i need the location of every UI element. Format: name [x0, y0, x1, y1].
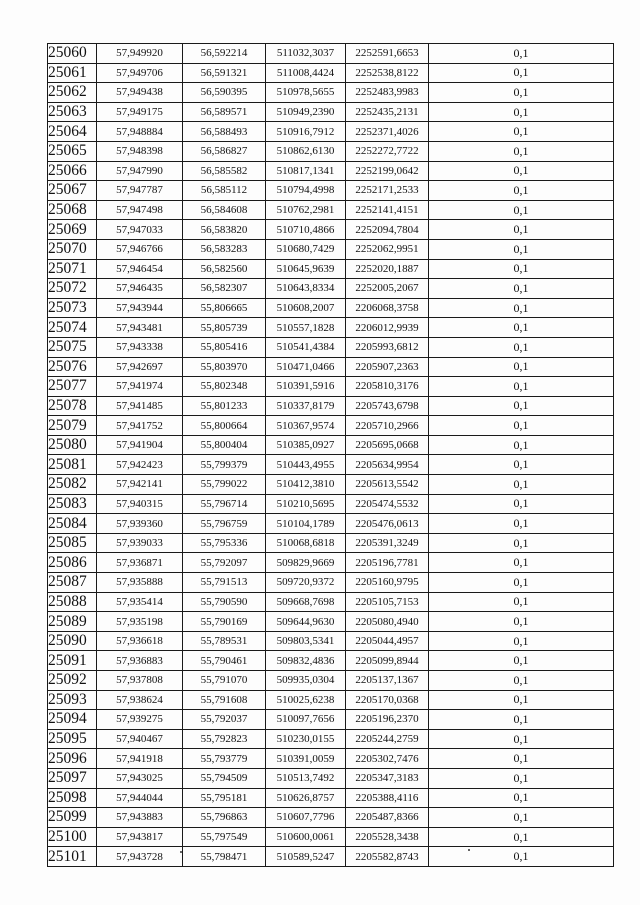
point-number-cell: 25069	[48, 220, 97, 240]
accuracy-cell: 0,1	[429, 161, 614, 181]
table-row	[48, 435, 614, 455]
point-number-cell: 25096	[48, 749, 97, 769]
y-coordinate-cell: 2205907,2363	[346, 357, 429, 377]
latitude-cell: 57,941485	[97, 396, 183, 416]
longitude-cell: 56,583820	[183, 220, 266, 240]
point-number-cell: 25089	[48, 612, 97, 632]
accuracy-cell: 0,1	[429, 141, 614, 161]
point-number-cell: 25093	[48, 690, 97, 710]
table-row	[48, 749, 614, 769]
table-row	[48, 573, 614, 593]
latitude-cell: 57,949920	[97, 44, 183, 64]
latitude-cell: 57,943944	[97, 298, 183, 318]
accuracy-cell: 0,1	[429, 377, 614, 397]
x-coordinate-cell: 510391,5916	[266, 377, 346, 397]
table-row	[48, 827, 614, 847]
y-coordinate-cell: 2205196,7781	[346, 553, 429, 573]
x-coordinate-cell: 510367,9574	[266, 416, 346, 436]
latitude-cell: 57,949175	[97, 102, 183, 122]
accuracy-cell: 0,1	[429, 83, 614, 103]
accuracy-cell: 0,1	[429, 357, 614, 377]
point-number-cell: 25074	[48, 318, 97, 338]
point-number-cell: 25097	[48, 768, 97, 788]
x-coordinate-cell: 509803,5341	[266, 631, 346, 651]
longitude-cell: 55,794509	[183, 768, 266, 788]
longitude-cell: 55,802348	[183, 377, 266, 397]
x-coordinate-cell: 510762,2981	[266, 200, 346, 220]
y-coordinate-cell: 2252483,9983	[346, 83, 429, 103]
x-coordinate-cell: 510557,1828	[266, 318, 346, 338]
table-row	[48, 161, 614, 181]
table-row	[48, 259, 614, 279]
point-number-cell: 25060	[48, 44, 97, 64]
y-coordinate-cell: 2205695,0668	[346, 435, 429, 455]
longitude-cell: 56,585112	[183, 181, 266, 201]
y-coordinate-cell: 2205476,0613	[346, 514, 429, 534]
longitude-cell: 55,793779	[183, 749, 266, 769]
accuracy-cell: 0,1	[429, 455, 614, 475]
longitude-cell: 55,791608	[183, 690, 266, 710]
x-coordinate-cell: 510391,0059	[266, 749, 346, 769]
table-row	[48, 631, 614, 651]
point-number-cell: 25073	[48, 298, 97, 318]
latitude-cell: 57,936618	[97, 631, 183, 651]
x-coordinate-cell: 510412,3810	[266, 475, 346, 495]
accuracy-cell: 0,1	[429, 494, 614, 514]
accuracy-cell: 0,1	[429, 318, 614, 338]
x-coordinate-cell: 510471,0466	[266, 357, 346, 377]
latitude-cell: 57,949706	[97, 63, 183, 83]
x-coordinate-cell: 510794,4998	[266, 181, 346, 201]
table-row	[48, 122, 614, 142]
point-number-cell: 25087	[48, 573, 97, 593]
x-coordinate-cell: 510230,0155	[266, 729, 346, 749]
point-number-cell: 25072	[48, 279, 97, 299]
x-coordinate-cell: 510645,9639	[266, 259, 346, 279]
accuracy-cell: 0,1	[429, 533, 614, 553]
table-row	[48, 671, 614, 691]
latitude-cell: 57,947033	[97, 220, 183, 240]
y-coordinate-cell: 2205474,5532	[346, 494, 429, 514]
table-row	[48, 690, 614, 710]
longitude-cell: 55,795181	[183, 788, 266, 808]
y-coordinate-cell: 2206068,3758	[346, 298, 429, 318]
longitude-cell: 55,805416	[183, 337, 266, 357]
table-row	[48, 102, 614, 122]
longitude-cell: 56,582307	[183, 279, 266, 299]
y-coordinate-cell: 2205582,8743	[346, 847, 429, 867]
table-row	[48, 592, 614, 612]
accuracy-cell: 0,1	[429, 612, 614, 632]
latitude-cell: 57,947990	[97, 161, 183, 181]
table-row	[48, 44, 614, 64]
table-row	[48, 533, 614, 553]
x-coordinate-cell: 510600,0061	[266, 827, 346, 847]
point-number-cell: 25063	[48, 102, 97, 122]
point-number-cell: 25080	[48, 435, 97, 455]
point-number-cell: 25088	[48, 592, 97, 612]
latitude-cell: 57,940315	[97, 494, 183, 514]
accuracy-cell: 0,1	[429, 847, 614, 867]
longitude-cell: 56,586827	[183, 141, 266, 161]
point-number-cell: 25101	[48, 847, 97, 867]
y-coordinate-cell: 2205105,7153	[346, 592, 429, 612]
latitude-cell: 57,942423	[97, 455, 183, 475]
table-row	[48, 318, 614, 338]
x-coordinate-cell: 510608,2007	[266, 298, 346, 318]
y-coordinate-cell: 2205244,2759	[346, 729, 429, 749]
coordinates-table	[47, 43, 614, 867]
accuracy-cell: 0,1	[429, 102, 614, 122]
table-row	[48, 416, 614, 436]
y-coordinate-cell: 2205347,3183	[346, 768, 429, 788]
point-number-cell: 25095	[48, 729, 97, 749]
latitude-cell: 57,943728	[97, 847, 183, 867]
table-row	[48, 200, 614, 220]
x-coordinate-cell: 510104,1789	[266, 514, 346, 534]
point-number-cell: 25067	[48, 181, 97, 201]
longitude-cell: 56,583283	[183, 239, 266, 259]
point-number-cell: 25100	[48, 827, 97, 847]
accuracy-cell: 0,1	[429, 63, 614, 83]
accuracy-cell: 0,1	[429, 435, 614, 455]
point-number-cell: 25068	[48, 200, 97, 220]
x-coordinate-cell: 510607,7796	[266, 808, 346, 828]
y-coordinate-cell: 2205391,3249	[346, 533, 429, 553]
latitude-cell: 57,948884	[97, 122, 183, 142]
longitude-cell: 55,790461	[183, 651, 266, 671]
y-coordinate-cell: 2252435,2131	[346, 102, 429, 122]
longitude-cell: 55,792823	[183, 729, 266, 749]
point-number-cell: 25077	[48, 377, 97, 397]
x-coordinate-cell: 510541,4384	[266, 337, 346, 357]
y-coordinate-cell: 2205487,8366	[346, 808, 429, 828]
longitude-cell: 56,582560	[183, 259, 266, 279]
point-number-cell: 25094	[48, 710, 97, 730]
y-coordinate-cell: 2252371,4026	[346, 122, 429, 142]
x-coordinate-cell: 509935,0304	[266, 671, 346, 691]
latitude-cell: 57,948398	[97, 141, 183, 161]
x-coordinate-cell: 510680,7429	[266, 239, 346, 259]
accuracy-cell: 0,1	[429, 553, 614, 573]
y-coordinate-cell: 2252538,8122	[346, 63, 429, 83]
latitude-cell: 57,935198	[97, 612, 183, 632]
accuracy-cell: 0,1	[429, 768, 614, 788]
longitude-cell: 55,800404	[183, 435, 266, 455]
longitude-cell: 56,591321	[183, 63, 266, 83]
longitude-cell: 55,797549	[183, 827, 266, 847]
accuracy-cell: 0,1	[429, 416, 614, 436]
table-row	[48, 729, 614, 749]
x-coordinate-cell: 511032,3037	[266, 44, 346, 64]
accuracy-cell: 0,1	[429, 710, 614, 730]
x-coordinate-cell: 510817,1341	[266, 161, 346, 181]
accuracy-cell: 0,1	[429, 749, 614, 769]
point-number-cell: 25062	[48, 83, 97, 103]
latitude-cell: 57,937808	[97, 671, 183, 691]
latitude-cell: 57,947787	[97, 181, 183, 201]
table-row	[48, 494, 614, 514]
accuracy-cell: 0,1	[429, 729, 614, 749]
x-coordinate-cell: 510068,6818	[266, 533, 346, 553]
longitude-cell: 55,796863	[183, 808, 266, 828]
accuracy-cell: 0,1	[429, 122, 614, 142]
y-coordinate-cell: 2205099,8944	[346, 651, 429, 671]
y-coordinate-cell: 2205170,0368	[346, 690, 429, 710]
y-coordinate-cell: 2205080,4940	[346, 612, 429, 632]
longitude-cell: 55,791513	[183, 573, 266, 593]
longitude-cell: 55,801233	[183, 396, 266, 416]
x-coordinate-cell: 511008,4424	[266, 63, 346, 83]
latitude-cell: 57,941918	[97, 749, 183, 769]
point-number-cell: 25071	[48, 259, 97, 279]
longitude-cell: 55,805739	[183, 318, 266, 338]
table-row	[48, 63, 614, 83]
latitude-cell: 57,935414	[97, 592, 183, 612]
scan-speck	[180, 851, 182, 853]
longitude-cell: 55,791070	[183, 671, 266, 691]
latitude-cell: 57,943883	[97, 808, 183, 828]
table-row	[48, 788, 614, 808]
longitude-cell: 55,795336	[183, 533, 266, 553]
accuracy-cell: 0,1	[429, 181, 614, 201]
longitude-cell: 55,800664	[183, 416, 266, 436]
latitude-cell: 57,939275	[97, 710, 183, 730]
latitude-cell: 57,935888	[97, 573, 183, 593]
latitude-cell: 57,936883	[97, 651, 183, 671]
accuracy-cell: 0,1	[429, 298, 614, 318]
latitude-cell: 57,939360	[97, 514, 183, 534]
x-coordinate-cell: 509832,4836	[266, 651, 346, 671]
longitude-cell: 55,796759	[183, 514, 266, 534]
y-coordinate-cell: 2205388,4116	[346, 788, 429, 808]
latitude-cell: 57,941904	[97, 435, 183, 455]
accuracy-cell: 0,1	[429, 200, 614, 220]
point-number-cell: 25064	[48, 122, 97, 142]
point-number-cell: 25061	[48, 63, 97, 83]
y-coordinate-cell: 2252272,7722	[346, 141, 429, 161]
table-row	[48, 337, 614, 357]
longitude-cell: 56,585582	[183, 161, 266, 181]
accuracy-cell: 0,1	[429, 788, 614, 808]
point-number-cell: 25092	[48, 671, 97, 691]
latitude-cell: 57,943025	[97, 768, 183, 788]
table-row	[48, 612, 614, 632]
point-number-cell: 25079	[48, 416, 97, 436]
y-coordinate-cell: 2205137,1367	[346, 671, 429, 691]
table-row	[48, 553, 614, 573]
accuracy-cell: 0,1	[429, 514, 614, 534]
x-coordinate-cell: 510443,4955	[266, 455, 346, 475]
table-row	[48, 377, 614, 397]
accuracy-cell: 0,1	[429, 279, 614, 299]
point-number-cell: 25086	[48, 553, 97, 573]
accuracy-cell: 0,1	[429, 808, 614, 828]
x-coordinate-cell: 510916,7912	[266, 122, 346, 142]
point-number-cell: 25081	[48, 455, 97, 475]
point-number-cell: 25075	[48, 337, 97, 357]
point-number-cell: 25091	[48, 651, 97, 671]
longitude-cell: 56,592214	[183, 44, 266, 64]
y-coordinate-cell: 2252171,2533	[346, 181, 429, 201]
y-coordinate-cell: 2205993,6812	[346, 337, 429, 357]
longitude-cell: 55,806665	[183, 298, 266, 318]
latitude-cell: 57,949438	[97, 83, 183, 103]
table-row	[48, 768, 614, 788]
y-coordinate-cell: 2206012,9939	[346, 318, 429, 338]
x-coordinate-cell: 509720,9372	[266, 573, 346, 593]
y-coordinate-cell: 2205710,2966	[346, 416, 429, 436]
accuracy-cell: 0,1	[429, 337, 614, 357]
accuracy-cell: 0,1	[429, 827, 614, 847]
x-coordinate-cell: 510097,7656	[266, 710, 346, 730]
x-coordinate-cell: 510337,8179	[266, 396, 346, 416]
latitude-cell: 57,943338	[97, 337, 183, 357]
x-coordinate-cell: 510949,2390	[266, 102, 346, 122]
latitude-cell: 57,942141	[97, 475, 183, 495]
x-coordinate-cell: 510513,7492	[266, 768, 346, 788]
latitude-cell: 57,940467	[97, 729, 183, 749]
point-number-cell: 25065	[48, 141, 97, 161]
point-number-cell: 25076	[48, 357, 97, 377]
table-row	[48, 455, 614, 475]
x-coordinate-cell: 509644,9630	[266, 612, 346, 632]
table-row	[48, 220, 614, 240]
longitude-cell: 55,799022	[183, 475, 266, 495]
accuracy-cell: 0,1	[429, 220, 614, 240]
y-coordinate-cell: 2205044,4957	[346, 631, 429, 651]
table-row	[48, 847, 614, 867]
coordinates-table-body	[48, 44, 614, 867]
y-coordinate-cell: 2205743,6798	[346, 396, 429, 416]
y-coordinate-cell: 2205634,9954	[346, 455, 429, 475]
accuracy-cell: 0,1	[429, 573, 614, 593]
point-number-cell: 25085	[48, 533, 97, 553]
longitude-cell: 55,789531	[183, 631, 266, 651]
y-coordinate-cell: 2252094,7804	[346, 220, 429, 240]
latitude-cell: 57,944044	[97, 788, 183, 808]
accuracy-cell: 0,1	[429, 475, 614, 495]
x-coordinate-cell: 510025,6238	[266, 690, 346, 710]
y-coordinate-cell: 2205613,5542	[346, 475, 429, 495]
x-coordinate-cell: 510385,0927	[266, 435, 346, 455]
x-coordinate-cell: 510643,8334	[266, 279, 346, 299]
longitude-cell: 56,589571	[183, 102, 266, 122]
longitude-cell: 55,798471	[183, 847, 266, 867]
latitude-cell: 57,939033	[97, 533, 183, 553]
y-coordinate-cell: 2205160,9795	[346, 573, 429, 593]
table-row	[48, 181, 614, 201]
point-number-cell: 25099	[48, 808, 97, 828]
table-row	[48, 83, 614, 103]
longitude-cell: 56,584608	[183, 200, 266, 220]
point-number-cell: 25078	[48, 396, 97, 416]
y-coordinate-cell: 2205810,3176	[346, 377, 429, 397]
latitude-cell: 57,938624	[97, 690, 183, 710]
x-coordinate-cell: 510210,5695	[266, 494, 346, 514]
table-row	[48, 396, 614, 416]
x-coordinate-cell: 510626,8757	[266, 788, 346, 808]
accuracy-cell: 0,1	[429, 259, 614, 279]
longitude-cell: 55,792037	[183, 710, 266, 730]
longitude-cell: 55,799379	[183, 455, 266, 475]
y-coordinate-cell: 2252005,2067	[346, 279, 429, 299]
latitude-cell: 57,942697	[97, 357, 183, 377]
accuracy-cell: 0,1	[429, 592, 614, 612]
latitude-cell: 57,946435	[97, 279, 183, 299]
latitude-cell: 57,946766	[97, 239, 183, 259]
y-coordinate-cell: 2252199,0642	[346, 161, 429, 181]
longitude-cell: 55,790590	[183, 592, 266, 612]
point-number-cell: 25066	[48, 161, 97, 181]
longitude-cell: 55,796714	[183, 494, 266, 514]
table-row	[48, 475, 614, 495]
point-number-cell: 25070	[48, 239, 97, 259]
point-number-cell: 25083	[48, 494, 97, 514]
point-number-cell: 25084	[48, 514, 97, 534]
latitude-cell: 57,947498	[97, 200, 183, 220]
y-coordinate-cell: 2205302,7476	[346, 749, 429, 769]
latitude-cell: 57,946454	[97, 259, 183, 279]
accuracy-cell: 0,1	[429, 239, 614, 259]
accuracy-cell: 0,1	[429, 671, 614, 691]
table-row	[48, 651, 614, 671]
table-row	[48, 279, 614, 299]
longitude-cell: 56,588493	[183, 122, 266, 142]
latitude-cell: 57,943817	[97, 827, 183, 847]
longitude-cell: 55,803970	[183, 357, 266, 377]
table-row	[48, 357, 614, 377]
table-row	[48, 808, 614, 828]
y-coordinate-cell: 2252141,4151	[346, 200, 429, 220]
accuracy-cell: 0,1	[429, 44, 614, 64]
latitude-cell: 57,943481	[97, 318, 183, 338]
point-number-cell: 25082	[48, 475, 97, 495]
x-coordinate-cell: 509668,7698	[266, 592, 346, 612]
x-coordinate-cell: 509829,9669	[266, 553, 346, 573]
table-row	[48, 298, 614, 318]
x-coordinate-cell: 510589,5247	[266, 847, 346, 867]
longitude-cell: 55,792097	[183, 553, 266, 573]
x-coordinate-cell: 510862,6130	[266, 141, 346, 161]
table-row	[48, 239, 614, 259]
accuracy-cell: 0,1	[429, 690, 614, 710]
latitude-cell: 57,941974	[97, 377, 183, 397]
point-number-cell: 25090	[48, 631, 97, 651]
table-row	[48, 141, 614, 161]
scan-speck	[468, 849, 470, 851]
table-row	[48, 514, 614, 534]
y-coordinate-cell: 2252062,9951	[346, 239, 429, 259]
y-coordinate-cell: 2205528,3438	[346, 827, 429, 847]
point-number-cell: 25098	[48, 788, 97, 808]
accuracy-cell: 0,1	[429, 631, 614, 651]
accuracy-cell: 0,1	[429, 651, 614, 671]
x-coordinate-cell: 510710,4866	[266, 220, 346, 240]
y-coordinate-cell: 2252020,1887	[346, 259, 429, 279]
latitude-cell: 57,941752	[97, 416, 183, 436]
accuracy-cell: 0,1	[429, 396, 614, 416]
latitude-cell: 57,936871	[97, 553, 183, 573]
longitude-cell: 55,790169	[183, 612, 266, 632]
y-coordinate-cell: 2252591,6653	[346, 44, 429, 64]
x-coordinate-cell: 510978,5655	[266, 83, 346, 103]
table-row	[48, 710, 614, 730]
y-coordinate-cell: 2205196,2370	[346, 710, 429, 730]
longitude-cell: 56,590395	[183, 83, 266, 103]
